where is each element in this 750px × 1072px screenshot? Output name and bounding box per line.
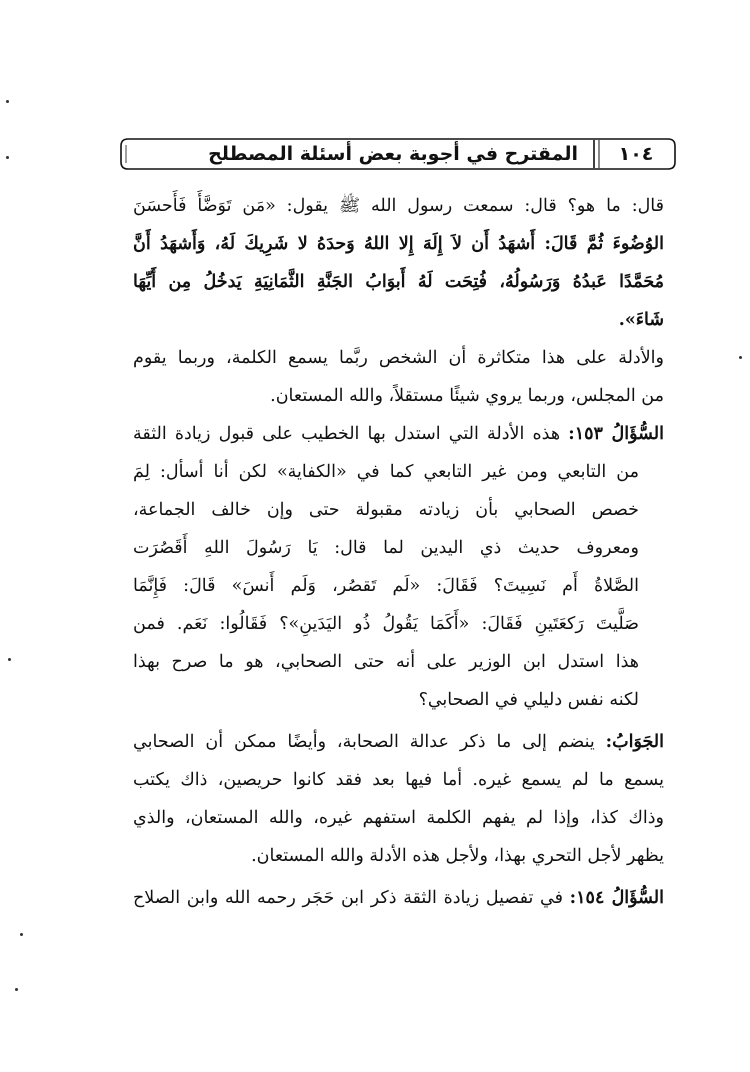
scan-speck [6, 156, 9, 159]
scan-speck [20, 933, 23, 936]
answer-text: ينضم إلى ما ذكر عدالة الصحابة، وأيضًا ممكن أن الصحابي [133, 732, 595, 752]
text-line: شَاءَ». [618, 310, 664, 330]
text-line: هذا استدل ابن الوزير على أنه حتى الصحابي، هو ما صرح بهذا [133, 652, 639, 672]
scan-speck [6, 100, 9, 103]
question-label: السُّؤَالُ ١٥٣: [568, 424, 664, 444]
scan-speck [15, 988, 18, 991]
text-line: من المجلس، وربما يروي شيئًا مستقلاً، والله المستعان. [270, 386, 664, 406]
text-line: الوُضُوءَ ثُمَّ قَالَ: أَشهَدُ أَن لاَ إِلَهَ إِلا اللهُ وَحدَهُ لا شَرِيكَ لَهُ، وَأَشهَدُ أَنَّ [133, 234, 664, 254]
text-line: الصَّلاةُ أَم نَسِيتَ؟ فَقَالَ: «لَم تَقصُر، وَلَم أَنسَ» قَالَ: فَإِنَّمَا [133, 576, 639, 596]
question-text: في تفصيل زيادة الثقة ذكر ابن حَجَر رحمه الله وابن الصلاح [133, 888, 563, 908]
page-number: ١٠٤ [618, 143, 654, 165]
text-line: والأدلة على هذا متكاثرة أن الشخص ربَّما يسمع الكلمة، وربما يقوم [133, 348, 664, 368]
header-title: المقترح في أجوبة بعض أسئلة المصطلح [208, 143, 578, 165]
text-line: وذاك كذا، وإذا لم يفهم الكلمة استفهم غيره، والله المستعان، والذي [133, 808, 664, 828]
question-154-first-line [133, 878, 664, 918]
running-header [118, 136, 678, 172]
text-line: يظهر لأجل التحري بهذا، ولأجل هذه الأدلة والله المستعان. [251, 846, 664, 866]
answer-label: الجَوَابُ: [605, 732, 664, 752]
text-line: صَلَّيتَ رَكعَتَينِ فَقَالَ: «أَكَمَا يَقُولُ ذُو اليَدَينِ»؟ فَقَالُوا: نَعَم. فمن [133, 614, 639, 634]
text-line: لكنه نفس دليلي في الصحابي؟ [418, 690, 639, 710]
answer-first-line [133, 722, 664, 762]
scan-speck [8, 658, 11, 661]
text-line: يسمع ما لم يسمع غيره. أما فيها بعد فقد كانوا حريصين، ذاك يكتب [133, 770, 664, 790]
text-line: مُحَمَّدًا عَبدُهُ وَرَسُولُهُ، فُتِحَت لَهُ أَبوَابُ الجَنَّةِ الثَّمَانِيَةِ يَدخُلُ مِن أَيِّهَا [133, 272, 664, 292]
text-line: قال: ما هو؟ قال: سمعت رسول الله ﷺ يقول: «مَن تَوَضَّأَ فَأَحسَنَ [133, 196, 664, 216]
question-153-first-line [133, 414, 664, 454]
text-line: من التابعي ومن غير التابعي كما في «الكفاية» لكن أنا أسأل: لِمَ [133, 462, 639, 482]
text-line: خصص الصحابي بأن زيادته مقبولة حتى وإن خالف الجماعة، [133, 500, 639, 520]
scan-speck [739, 356, 742, 359]
text-line: ومعروف حديث ذي اليدين لما قال: يَا رَسُولَ اللهِ أَقَصُرَت [133, 538, 639, 558]
question-label: السُّؤَالُ ١٥٤: [569, 888, 664, 908]
question-text: هذه الأدلة التي استدل بها الخطيب على قبول زيادة الثقة [133, 424, 561, 444]
